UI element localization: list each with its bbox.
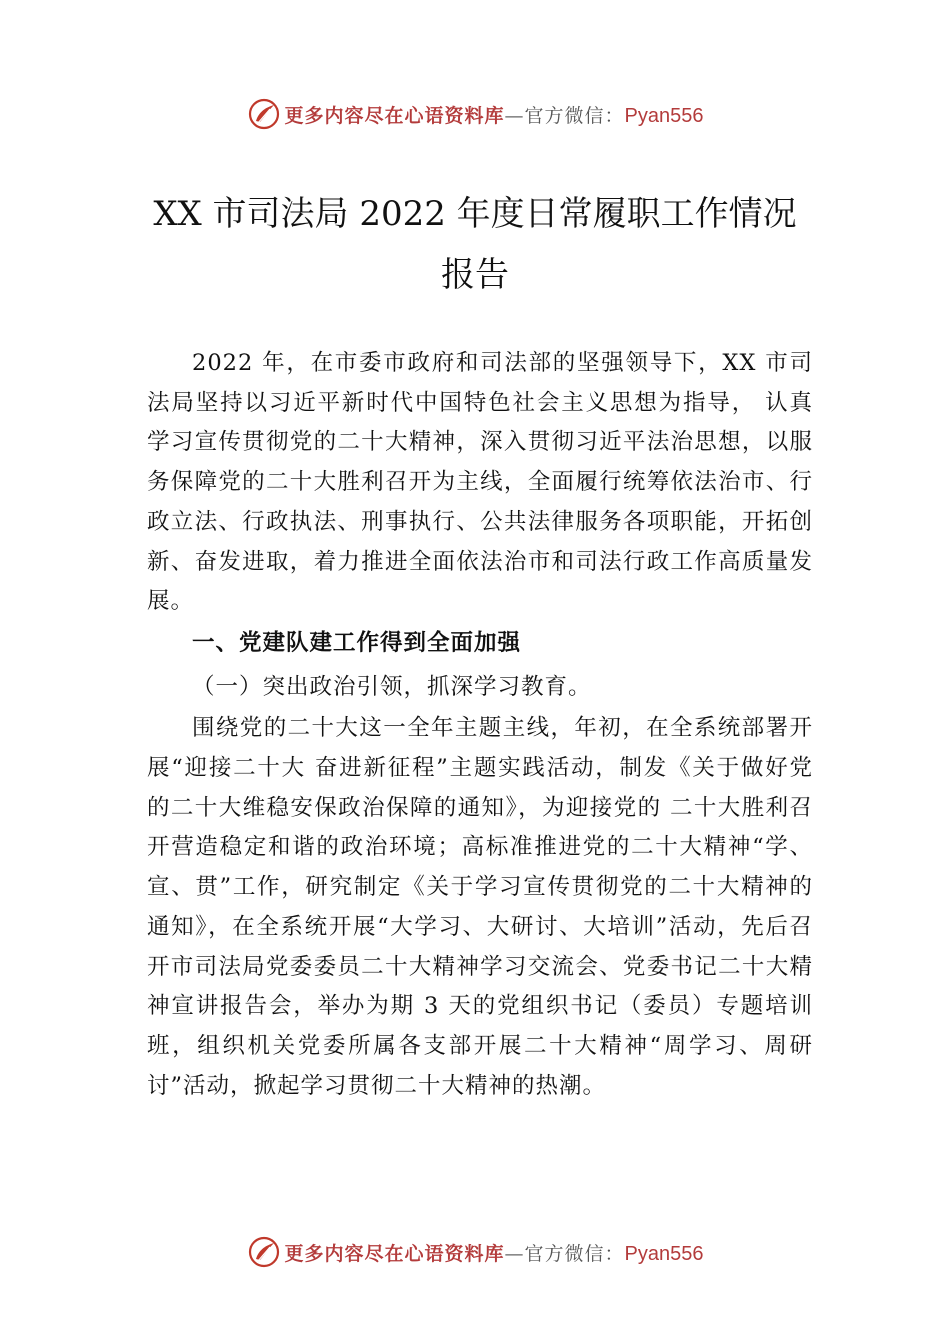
banner-wechat-id: Pyan556 <box>624 1242 704 1265</box>
banner-brand: 更多内容尽在心语资料库 <box>284 1242 505 1265</box>
banner-brand: 更多内容尽在心语资料库 <box>284 104 505 127</box>
title-line-2: 报告 <box>441 255 509 295</box>
banner-wechat-id: Pyan556 <box>624 104 704 127</box>
brand-logo-icon <box>247 1235 281 1269</box>
banner-official: 官方微信： <box>524 104 625 127</box>
title-line-1: XX 市司法局 2022 年度日常履职工作情况 <box>153 194 797 234</box>
brand-logo-icon <box>247 97 281 131</box>
banner-official: 官方微信： <box>524 1242 625 1265</box>
intro-paragraph: 2022 年，在市委市政府和司法部的坚强领导下，XX 市司法局坚持以习近平新时代中国特色社会主义思想为指导， 认真学习宣传贯彻党的二十大精神，深入贯彻习近平法治思想，以服务保障党的二十大胜利召开为主线，全面履行统筹依法治市、行政立法、行政执法、刑事执行、公共法律服务各项职能，开拓创新、奋发进取，着力推进全面依法治市和司法行政工作高质量发展。 <box>147 350 813 615</box>
document-body <box>147 344 813 1106</box>
header-banner <box>0 94 950 134</box>
footer-banner <box>0 1232 950 1272</box>
banner-text <box>285 1239 704 1266</box>
body-paragraph: 围绕党的二十大这一全年主题主线，年初，在全系统部署开展“迎接二十大 奋进新征程”主题实践活动，制发《关于做好党的二十大维稳安保政治保障的通知》，为迎接党的 二十大胜利召开营造稳定和谐的政治环境；高标准推进党的二十大精神“学、宣、贯”工作，研究制定《关于学习宣传贯彻党的二十大精神的通知》，在全系统开展“大学习、大研讨、大培训”活动，先后召开市司法局党委委员二十大精神学习交流会、党委书记二十大精神宣讲报告会，举办为期 3 天的党组织书记（委员）专题培训班，组织机关党委所属各支部开展二十大精神“周学习、周研讨”活动，掀起学习贯彻二十大精神的热潮。 <box>147 715 813 1099</box>
subsection-heading: （一）突出政治引领，抓深学习教育。 <box>192 673 592 700</box>
section-heading: 一、党建队建工作得到全面加强 <box>192 629 522 656</box>
document-title <box>100 184 850 306</box>
banner-dash: — <box>504 1242 525 1265</box>
banner-text <box>285 101 704 128</box>
banner-dash: — <box>504 104 525 127</box>
